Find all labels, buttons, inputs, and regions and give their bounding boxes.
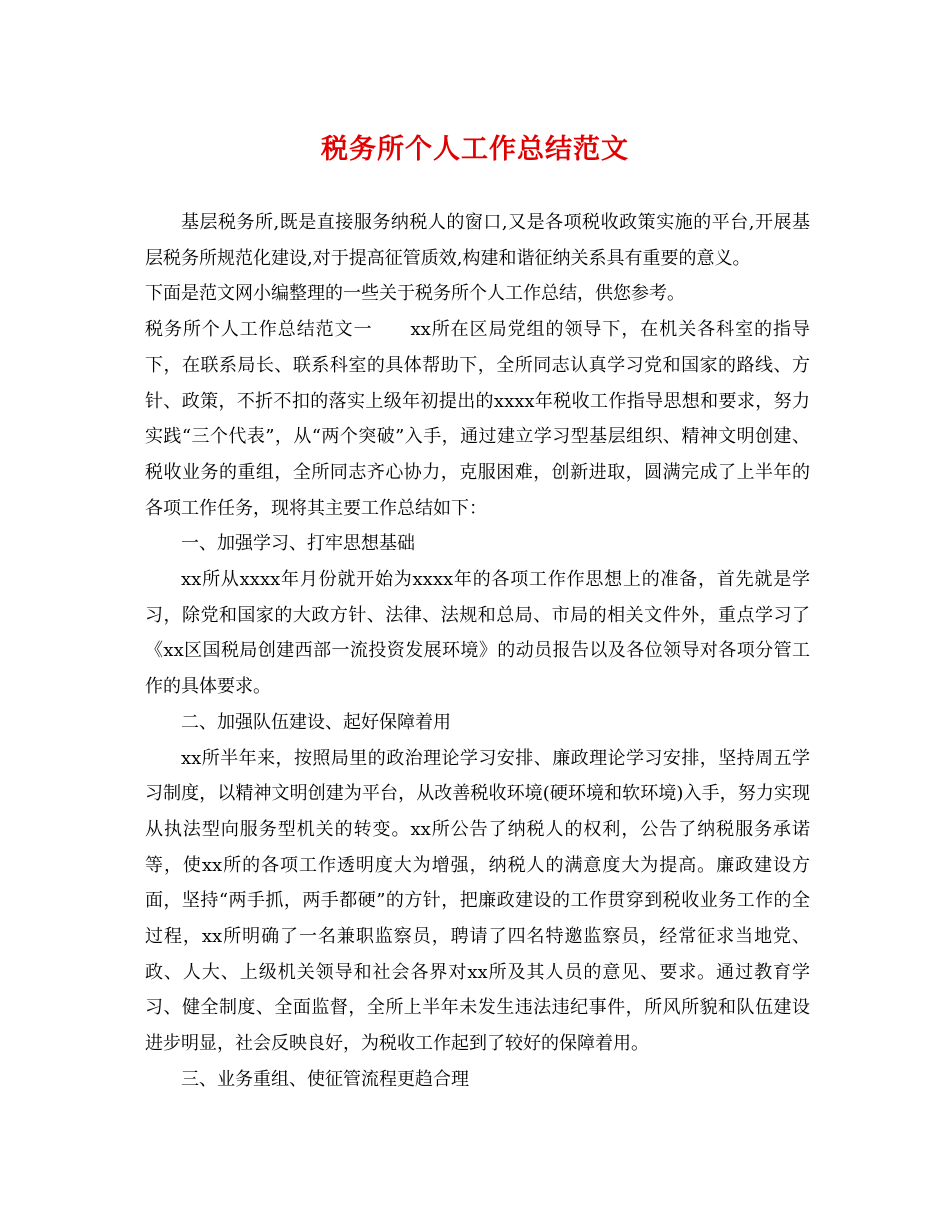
section-1-paragraph: xx所从xxxx年月份就开始为xxxx年的各项工作作思想上的准备，首先就是学习，除党和国家的大政方针、法律、法规和总局、市局的相关文件外，重点学习了《xx区国税局创建西部一流投资发展环境》的动员报告以及各位领导对各项分管工作的具体要求。 bbox=[145, 569, 810, 698]
intro-paragraph: 基层税务所,既是直接服务纳税人的窗口,又是各项税收政策实施的平台,开展基层税务所规范化建设,对于提高征管质效,构建和谐征纳关系具有重要的意义。 bbox=[145, 212, 810, 269]
section-2-paragraph: xx所半年来，按照局里的政治理论学习安排、廉政理论学习安排，坚持周五学习制度，以精神文明创建为平台，从改善税收环境(硬环境和软环境)入手，努力实现从执法型向服务型机关的转变。xx所公告了纳税人的权利，公告了纳税服务承诺等，使xx所的各项工作透明度大为增强，纳税人的满意度大为提高。廉政建设方面，坚持“两手抓，两手都硬”的方针，把廉政建设的工作贯穿到税收业务工作的全过程，xx所明确了一名兼职监察员，聘请了四名特邀监察员，经常征求当地党、政、人大、上级机关领导和社会各界对xx所及其人员的意见、要求。通过教育学习、健全制度、全面监督，全所上半年未发生违法违纪事件，所风所貌和队伍建设进步明显，社会反映良好，为税收工作起到了较好的保障着用。 bbox=[145, 747, 810, 1055]
document-body bbox=[145, 205, 810, 1098]
sample-one-opening-paragraph: 税务所个人工作总结范文一 xx所在区局党组的领导下，在机关各科室的指导下，在联系局长、联系科室的具体帮助下，全所同志认真学习党和国家的路线、方针、政策，不折不扣的落实上级年初提出的xxxx年税收工作指导思想和要求，努力实践“三个代表”，从“两个突破”入手，通过建立学习型基层组织、精神文明创建、税收业务的重组，全所同志齐心协力，克服困难，创新进取，圆满完成了上半年的各项工作任务，现将其主要工作总结如下： bbox=[145, 319, 810, 519]
section-heading-2: 二、加强队伍建设、起好保障着用 bbox=[181, 711, 451, 733]
editor-note-paragraph: 下面是范文网小编整理的一些关于税务所个人工作总结，供您参考。 bbox=[145, 283, 685, 305]
section-heading-3: 三、业务重组、使征管流程更趋合理 bbox=[181, 1068, 469, 1090]
document-title: 税务所个人工作总结范文 bbox=[321, 134, 629, 165]
section-heading-1: 一、加强学习、打牢思想基础 bbox=[181, 533, 415, 555]
